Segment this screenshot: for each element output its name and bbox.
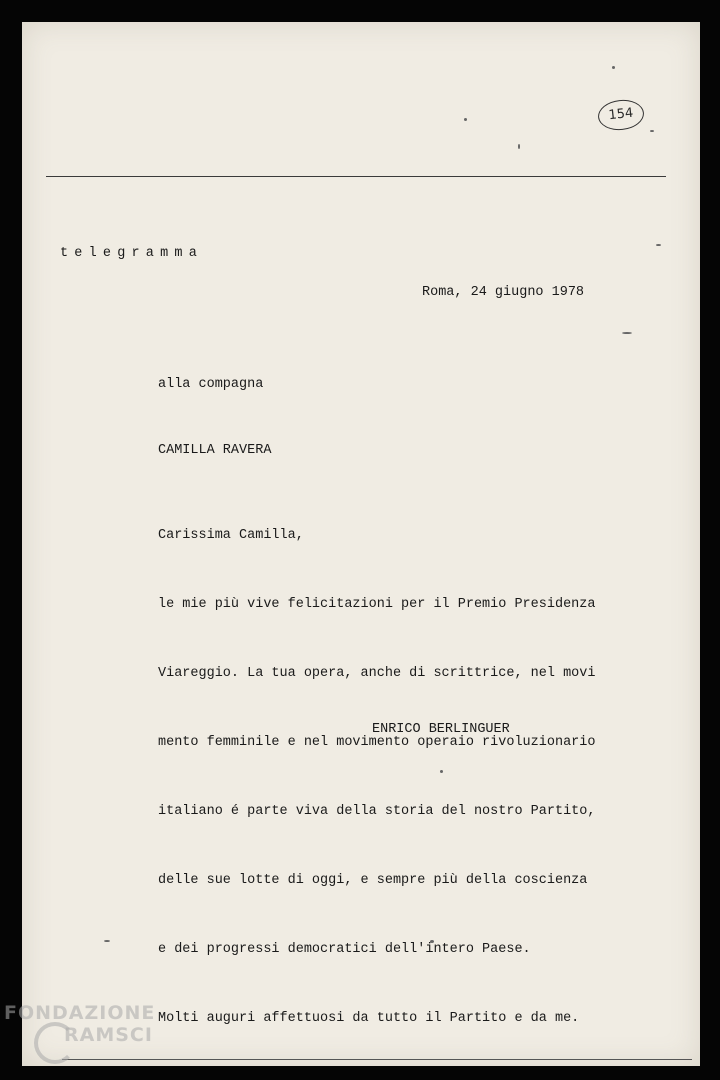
body-line: le mie più vive felicitazioni per il Premio Presidenza (158, 597, 596, 612)
header-rule (46, 176, 666, 177)
watermark-line1: FONDAZIONE (4, 1002, 156, 1024)
ink-speck (518, 144, 520, 149)
fondazione-gramsci-watermark (4, 1000, 184, 1080)
ink-speck (104, 940, 110, 942)
ink-speck (612, 66, 615, 69)
body-line: mento femminile e nel movimento operaio rivoluzionario (158, 735, 596, 750)
salutation: Carissima Camilla, (158, 528, 304, 543)
watermark-line2: RAMSCI (64, 1024, 153, 1046)
body-line: delle sue lotte di oggi, e sempre più della coscienza (158, 873, 588, 888)
body-line: italiano é parte viva della storia del nostro Partito, (158, 804, 596, 819)
document-type-heading: telegramma (60, 246, 204, 261)
date-line: Roma, 24 giugno 1978 (422, 285, 585, 300)
ink-speck (622, 332, 632, 334)
body-line: Viareggio. La tua opera, anche di scrittrice, nel movi (158, 666, 596, 681)
recipient-name: CAMILLA RAVERA (158, 443, 272, 458)
recipient-line: alla compagna (158, 377, 264, 392)
ink-speck (656, 244, 661, 246)
ink-speck (650, 130, 654, 132)
body-line: Molti auguri affettuosi da tutto il Partito e da me. (158, 1011, 580, 1026)
body-line: e dei progressi democratici dell'intero Paese. (158, 942, 531, 957)
document-page (22, 22, 700, 1066)
letter-body (158, 478, 595, 1076)
archive-number-stamp: 154 (597, 98, 646, 133)
signature: ENRICO BERLINGUER (372, 722, 510, 737)
ink-speck (464, 118, 467, 121)
